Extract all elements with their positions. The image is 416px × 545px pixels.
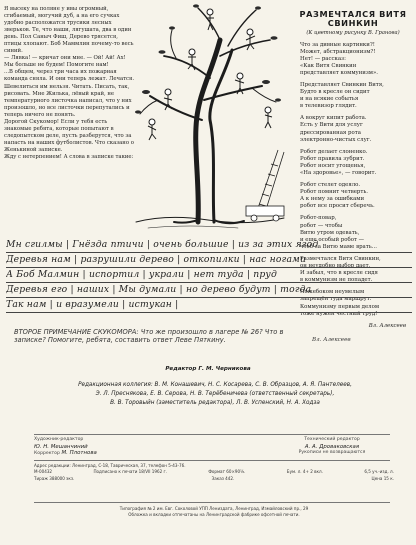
poem-stanza: Робот-повар, робот — чтобы Витю утром одевать, и еще особый робот — чтоб за Витю маме врать…	[300, 215, 378, 250]
imprint-cell: Заказ 442.	[211, 475, 235, 481]
poem-stanza: Что за дивные картинки?! Может, абстракционизм?! Нет! — рассказ: «Как Витя Свинкин представляет коммунизм».	[300, 41, 379, 76]
editorial-board	[40, 381, 390, 408]
second-note: ВТОРОЕ ПРИМЕЧАНИЕ СКУКОМОРА: Что же произошло в лагере № 26? Что в записке? Помогите, ребята, составить ответ Леве Пяткину.	[14, 328, 284, 345]
imprint-cell: 6,5 уч.-изд. л.	[364, 469, 394, 475]
imprint-row	[34, 476, 394, 482]
corrector-label: Корректор	[34, 451, 60, 456]
divider	[34, 460, 390, 461]
tree-illustration	[128, 0, 292, 232]
imprint	[34, 463, 394, 482]
story-paragraph: ...В общем, через три часа их пожарная команда сняла. И они теперь лежат. Лечатся. Шевелиться им нельзя. Читать. Писать, так, рисовать. Мне Жилька, лёвый край, не температурного листочка написал, что у них произошло, но все листочки перепутались и теперь ничего не понять.	[4, 69, 135, 118]
note-line: Так нам | и вразумели | истукан |	[6, 298, 412, 313]
note-line: Мн сгилмы | Гнёзда птичи | очень большие | из за этих ягод	[6, 238, 412, 253]
note-line: Деревья нам | разрушили дерево | откопилки | нас ногами	[6, 253, 412, 268]
story-paragraph: Дорогой Скукомор! Если у тебя есть знакомые ребята, которые попытают в следопытском деле, пусть разберутся, что за напасть на наших футболистов. Что сказано о Женькиной записке.	[4, 118, 134, 153]
poem-stanza: А вокруг кипит работа. Есть у Вити для услуг дрессированная рота электронно-чистых слуг.	[300, 115, 372, 143]
tech-editor	[270, 437, 394, 457]
divider	[34, 434, 390, 435]
art-editor-name: Ю. Н. Мешанчиний	[34, 443, 88, 450]
poem-stanza: Робот делает слоненко. Робот правила зубрит. Робот носит угощенья, «На здоровье», — говорит.	[300, 148, 377, 176]
tech-editor-name: А. А. Дроваковская	[304, 443, 360, 450]
imprint-cell: Формат 60×90⅛.	[208, 469, 246, 475]
poem-stanza: Робот стелет одеяло. Робот помнит четверть. А к нему за ошибками робот все просит сберечь.	[300, 182, 375, 210]
poem-author: Вл. Алексеев	[368, 322, 406, 329]
imprint-cell: Адрес редакции: Ленинград, С-18, Таврическая, 37, телефон 5-43-76.	[34, 463, 186, 468]
printing-info	[34, 506, 394, 519]
imprint-cell: Тираж 388000 экз.	[34, 475, 75, 481]
note-line: А Боб Малмин | испортил | украли | нет туда | пруд	[6, 268, 412, 283]
story-text	[4, 6, 136, 161]
imprint-cell: Цена 15 к.	[371, 475, 394, 481]
story-paragraph: Я высеку на поляне у ивы огромный, сгибаемый, могучий дуб, а на его сучках удобно расположатся трусики лесных зверьков. Те, что наши, лягушата, два в один день. Пол Саныч Фиш, Дерево трясется, птицы хлопают. Боб Маммлин почему-то весь синий.	[4, 6, 134, 55]
poem-title: РАЗМЕЧТАЛСЯ ВИТЯ СВИНКИН	[299, 9, 407, 28]
tech-editor-label: Технический редактор	[304, 437, 360, 442]
story-paragraph: Жду с нетерпением! А слова в записке такие:	[4, 153, 134, 160]
corrector	[34, 450, 97, 458]
printing-line: Типография № 2 им. Евг. Соколовой УПП Лениздата, Ленинград, Измайловский пр., 29	[119, 506, 309, 511]
editor-line: Редактор Г. М. Черникова	[165, 366, 251, 372]
board-line: В. В. Торовыйн (заместитель редактора), Л. В. Успенский, Н. А. Ходза	[110, 400, 320, 406]
handwritten-note	[6, 238, 412, 313]
poem-stanza: Представляет Свинкин Витя, Будто в кресле он сидит и на всякие событья в телевизор глядит.	[300, 81, 384, 110]
poem-stanza: Ложебоком неумелым запрещён туда маршрут. Коммунизму первым делом тоже нужен честный труд!	[300, 289, 380, 317]
note-line: Деревья его | наших | Мы думали | но дерево будут | тогда	[6, 283, 412, 298]
divider	[34, 502, 390, 503]
art-editor-label: Художник-редактор	[34, 437, 84, 442]
poem-stanza: Размечтался Витя Свинкин, он неудобно выбор дает. И забыл, что в кресле сидя в коммунизм не попадет.	[300, 255, 381, 284]
board-line: Э. Л. Преснякова, Е. В. Серова, Н. В. Терёбеничева (ответственный секретарь),	[95, 391, 335, 397]
imprint-cell: Подписано к печати 18/VII 1962 г.	[93, 469, 167, 475]
second-note-author: Вл. Алексеев	[312, 337, 351, 343]
poem-subtitle: (К цветному рисунку В. Гранова)	[306, 30, 400, 36]
art-editor	[34, 437, 97, 458]
printing-line: Обложка и вкладки отпечатаны на Ленинградской фабрике офсетной печати.	[128, 512, 300, 518]
imprint-cell: М-00432	[34, 469, 53, 475]
corrector-name: М. Плотнова	[61, 450, 97, 456]
manuscripts-notice: Рукописи не возвращаются	[298, 450, 366, 455]
board-line: Редакционная коллегия: В. М. Конашевич, Н. С. Косарева, С. В. Образцов, А. Я. Пантелеев,	[78, 382, 352, 388]
imprint-cell: Бум. л. 4+ 2 вкл.	[286, 469, 323, 475]
story-paragraph: — Лявка! — кричат они мне. — Ой! Ай! Ах! Мы больше не будем! Помогите нам!	[4, 55, 126, 69]
